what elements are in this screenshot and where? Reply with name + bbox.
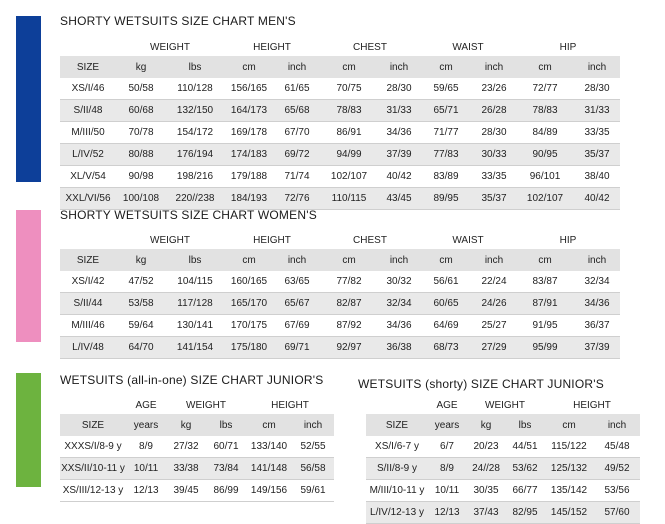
measurement-cell: 40/42: [574, 188, 620, 210]
unit-header: cm: [320, 249, 378, 271]
measurement-cell: 83/87: [516, 271, 574, 293]
measurement-cell: 33/38: [166, 458, 206, 480]
measurement-cell: 33/35: [574, 122, 620, 144]
measurement-cell: 135/142: [544, 480, 594, 502]
measurement-cell: 72/76: [274, 188, 320, 210]
table-row: [60, 315, 620, 337]
measurement-cell: 10/11: [428, 480, 466, 502]
units-header-row: [366, 414, 640, 436]
table-row: [366, 502, 640, 524]
group-header: [60, 231, 116, 249]
measurement-cell: 69/72: [274, 144, 320, 166]
measurement-cell: 30/32: [378, 271, 420, 293]
measurement-cell: 30/35: [466, 480, 506, 502]
measurement-cell: 24/26: [472, 293, 516, 315]
measurement-cell: 160/165: [224, 271, 274, 293]
size-label-cell: L/IV/52: [60, 144, 116, 166]
size-label-cell: S/II/48: [60, 100, 116, 122]
measurement-cell: 77/82: [320, 271, 378, 293]
measurement-cell: 35/37: [574, 144, 620, 166]
measurement-cell: 12/13: [428, 502, 466, 524]
unit-header: inch: [378, 249, 420, 271]
size-label-cell: M/III/46: [60, 315, 116, 337]
measurement-cell: 174/183: [224, 144, 274, 166]
measurement-cell: 63/65: [274, 271, 320, 293]
unit-header: inch: [292, 414, 334, 436]
measurement-cell: 87/91: [516, 293, 574, 315]
size-column-header: SIZE: [366, 414, 428, 436]
measurement-cell: 64/70: [116, 337, 166, 359]
table-row: [60, 188, 620, 210]
group-header: CHEST: [353, 234, 387, 246]
measurement-cell: 156/165: [224, 78, 274, 100]
unit-header: inch: [472, 56, 516, 78]
measurement-cell: 24//28: [466, 458, 506, 480]
size-label-cell: S/II/44: [60, 293, 116, 315]
table-row: [366, 436, 640, 458]
measurement-cell: 50/58: [116, 78, 166, 100]
unit-header: lbs: [206, 414, 246, 436]
womens-group-header-row: [60, 231, 620, 249]
measurement-cell: 37/43: [466, 502, 506, 524]
unit-header: lbs: [506, 414, 544, 436]
group-header: HIP: [559, 41, 577, 53]
group-header: WAIST: [452, 234, 484, 246]
measurement-cell: 84/89: [516, 122, 574, 144]
measurement-cell: 104/115: [166, 271, 224, 293]
measurement-cell: 32/34: [574, 271, 620, 293]
mens-chart-title: SHORTY WETSUITS SIZE CHART MEN'S: [60, 14, 296, 28]
junior-all-in-one-title: WETSUITS (all-in-one) SIZE CHART JUNIOR'S: [60, 373, 324, 387]
group-header: HIP: [559, 234, 577, 246]
unit-header: cm: [544, 414, 594, 436]
group-header: WEIGHT: [485, 399, 525, 411]
group-header: HEIGHT: [271, 399, 309, 411]
unit-header: cm: [246, 414, 292, 436]
measurement-cell: 36/38: [378, 337, 420, 359]
measurement-cell: 132/150: [166, 100, 224, 122]
size-label-cell: L/IV/48: [60, 337, 116, 359]
measurement-cell: 78/83: [320, 100, 378, 122]
measurement-cell: 8/9: [126, 436, 166, 458]
measurement-cell: 83/89: [420, 166, 472, 188]
measurement-cell: 59/64: [116, 315, 166, 337]
unit-header: cm: [420, 56, 472, 78]
measurement-cell: 27/32: [166, 436, 206, 458]
measurement-cell: 94/99: [320, 144, 378, 166]
unit-header: inch: [574, 249, 620, 271]
measurement-cell: 32/34: [378, 293, 420, 315]
unit-header: cm: [420, 249, 472, 271]
unit-header: inch: [378, 56, 420, 78]
measurement-cell: 198/216: [166, 166, 224, 188]
measurement-cell: 179/188: [224, 166, 274, 188]
unit-header: years: [428, 414, 466, 436]
measurement-cell: 141/148: [246, 458, 292, 480]
measurement-cell: 117/128: [166, 293, 224, 315]
table-row: [366, 480, 640, 502]
measurement-cell: 67/69: [274, 315, 320, 337]
measurement-cell: 82/87: [320, 293, 378, 315]
measurement-cell: 60/71: [206, 436, 246, 458]
measurement-cell: 52/55: [292, 436, 334, 458]
measurement-cell: 130/141: [166, 315, 224, 337]
unit-header: kg: [116, 249, 166, 271]
group-header: HEIGHT: [573, 399, 611, 411]
mens-group-header-row: [60, 38, 620, 56]
size-label-cell: L/IV/12-13 y: [366, 502, 428, 524]
measurement-cell: 31/33: [378, 100, 420, 122]
group-header: [60, 38, 116, 56]
size-label-cell: M/III/10-11 y: [366, 480, 428, 502]
measurement-cell: 59/61: [292, 480, 334, 502]
size-column-header: SIZE: [60, 249, 116, 271]
unit-header: inch: [472, 249, 516, 271]
measurement-cell: 65/67: [274, 293, 320, 315]
measurement-cell: 176/194: [166, 144, 224, 166]
measurement-cell: 125/132: [544, 458, 594, 480]
size-label-cell: XL/V/54: [60, 166, 116, 188]
measurement-cell: 53/56: [594, 480, 640, 502]
measurement-cell: 30/33: [472, 144, 516, 166]
measurement-cell: 37/39: [574, 337, 620, 359]
unit-header: kg: [166, 414, 206, 436]
unit-header: inch: [594, 414, 640, 436]
unit-header: cm: [224, 249, 274, 271]
measurement-cell: 71/77: [420, 122, 472, 144]
measurement-cell: 141/154: [166, 337, 224, 359]
unit-header: cm: [516, 56, 574, 78]
units-header-row: [60, 56, 620, 78]
measurement-cell: 8/9: [428, 458, 466, 480]
measurement-cell: 73/84: [206, 458, 246, 480]
junior-shorty-title: WETSUITS (shorty) SIZE CHART JUNIOR'S: [358, 377, 604, 391]
measurement-cell: 220//238: [166, 188, 224, 210]
size-column-header: SIZE: [60, 414, 126, 436]
measurement-cell: 69/71: [274, 337, 320, 359]
measurement-cell: 89/95: [420, 188, 472, 210]
measurement-cell: 170/175: [224, 315, 274, 337]
measurement-cell: 100/108: [116, 188, 166, 210]
measurement-cell: 65/71: [420, 100, 472, 122]
table-row: [60, 337, 620, 359]
measurement-cell: 149/156: [246, 480, 292, 502]
measurement-cell: 59/65: [420, 78, 472, 100]
table-row: [60, 293, 620, 315]
size-label-cell: XXS/II/10-11 y: [60, 458, 126, 480]
measurement-cell: 68/73: [420, 337, 472, 359]
table-row: [60, 166, 620, 188]
size-label-cell: S/II/8-9 y: [366, 458, 428, 480]
units-header-row: [60, 414, 334, 436]
table-row: [60, 100, 620, 122]
measurement-cell: 70/75: [320, 78, 378, 100]
table-row: [366, 458, 640, 480]
measurement-cell: 57/60: [594, 502, 640, 524]
unit-header: lbs: [166, 249, 224, 271]
group-header: WEIGHT: [150, 234, 190, 246]
junior-all-in-one-table: [60, 396, 334, 502]
measurement-cell: 110/128: [166, 78, 224, 100]
unit-header: years: [126, 414, 166, 436]
measurement-cell: 64/69: [420, 315, 472, 337]
table-row: [60, 436, 334, 458]
mens-size-table: [60, 38, 620, 210]
size-column-header: SIZE: [60, 56, 116, 78]
measurement-cell: 72/77: [516, 78, 574, 100]
womens-size-table: [60, 231, 620, 359]
measurement-cell: 90/95: [516, 144, 574, 166]
junior-all-group-header-row: [60, 396, 334, 414]
measurement-cell: 34/36: [574, 293, 620, 315]
measurement-cell: 70/78: [116, 122, 166, 144]
table-row: [60, 78, 620, 100]
group-header: WEIGHT: [186, 399, 226, 411]
measurement-cell: 20/23: [466, 436, 506, 458]
measurement-cell: 154/172: [166, 122, 224, 144]
junior-color-bar: [16, 373, 41, 487]
group-header: [60, 396, 126, 414]
measurement-cell: 37/39: [378, 144, 420, 166]
measurement-cell: 66/77: [506, 480, 544, 502]
measurement-cell: 28/30: [378, 78, 420, 100]
measurement-cell: 102/107: [516, 188, 574, 210]
measurement-cell: 47/52: [116, 271, 166, 293]
unit-header: inch: [274, 249, 320, 271]
size-label-cell: XXL/VI/56: [60, 188, 116, 210]
measurement-cell: 56/58: [292, 458, 334, 480]
size-label-cell: M/III/50: [60, 122, 116, 144]
unit-header: cm: [224, 56, 274, 78]
measurement-cell: 80/88: [116, 144, 166, 166]
measurement-cell: 45/48: [594, 436, 640, 458]
measurement-cell: 60/68: [116, 100, 166, 122]
measurement-cell: 82/95: [506, 502, 544, 524]
measurement-cell: 44/51: [506, 436, 544, 458]
unit-header: kg: [466, 414, 506, 436]
size-label-cell: XS/I/6-7 y: [366, 436, 428, 458]
group-header: WEIGHT: [150, 41, 190, 53]
measurement-cell: 102/107: [320, 166, 378, 188]
measurement-cell: 67/70: [274, 122, 320, 144]
womens-chart-title: SHORTY WETSUITS SIZE CHART WOMEN'S: [60, 208, 317, 222]
measurement-cell: 6/7: [428, 436, 466, 458]
mens-color-bar: [16, 16, 41, 182]
measurement-cell: 71/74: [274, 166, 320, 188]
measurement-cell: 12/13: [126, 480, 166, 502]
measurement-cell: 31/33: [574, 100, 620, 122]
junior-shorty-table: [366, 396, 640, 524]
measurement-cell: 61/65: [274, 78, 320, 100]
measurement-cell: 65/68: [274, 100, 320, 122]
measurement-cell: 164/173: [224, 100, 274, 122]
size-label-cell: XS/I/42: [60, 271, 116, 293]
measurement-cell: 78/83: [516, 100, 574, 122]
group-header: CHEST: [353, 41, 387, 53]
measurement-cell: 86/99: [206, 480, 246, 502]
unit-header: lbs: [166, 56, 224, 78]
unit-header: cm: [516, 249, 574, 271]
measurement-cell: 165/170: [224, 293, 274, 315]
measurement-cell: 145/152: [544, 502, 594, 524]
measurement-cell: 90/98: [116, 166, 166, 188]
size-label-cell: XS/III/12-13 y: [60, 480, 126, 502]
measurement-cell: 56/61: [420, 271, 472, 293]
unit-header: cm: [320, 56, 378, 78]
measurement-cell: 43/45: [378, 188, 420, 210]
table-row: [60, 480, 334, 502]
units-header-row: [60, 249, 620, 271]
junior-shorty-group-header-row: [366, 396, 640, 414]
measurement-cell: 91/95: [516, 315, 574, 337]
measurement-cell: 23/26: [472, 78, 516, 100]
group-header: HEIGHT: [253, 234, 291, 246]
womens-color-bar: [16, 210, 41, 342]
measurement-cell: 22/24: [472, 271, 516, 293]
measurement-cell: 92/97: [320, 337, 378, 359]
table-row: [60, 271, 620, 293]
measurement-cell: 34/36: [378, 122, 420, 144]
measurement-cell: 26/28: [472, 100, 516, 122]
table-row: [60, 144, 620, 166]
size-label-cell: XXXS/I/8-9 y: [60, 436, 126, 458]
measurement-cell: 39/45: [166, 480, 206, 502]
measurement-cell: 38/40: [574, 166, 620, 188]
group-header: HEIGHT: [253, 41, 291, 53]
table-row: [60, 458, 334, 480]
measurement-cell: 27/29: [472, 337, 516, 359]
measurement-cell: 110/115: [320, 188, 378, 210]
unit-header: inch: [274, 56, 320, 78]
measurement-cell: 184/193: [224, 188, 274, 210]
measurement-cell: 133/140: [246, 436, 292, 458]
group-header: WAIST: [452, 41, 484, 53]
measurement-cell: 115/122: [544, 436, 594, 458]
size-label-cell: XS/I/46: [60, 78, 116, 100]
measurement-cell: 77/83: [420, 144, 472, 166]
group-header: AGE: [135, 399, 157, 411]
measurement-cell: 60/65: [420, 293, 472, 315]
measurement-cell: 40/42: [378, 166, 420, 188]
measurement-cell: 34/36: [378, 315, 420, 337]
unit-header: inch: [574, 56, 620, 78]
measurement-cell: 175/180: [224, 337, 274, 359]
measurement-cell: 10/11: [126, 458, 166, 480]
group-header: [366, 396, 428, 414]
measurement-cell: 87/92: [320, 315, 378, 337]
measurement-cell: 95/99: [516, 337, 574, 359]
measurement-cell: 28/30: [574, 78, 620, 100]
measurement-cell: 86/91: [320, 122, 378, 144]
measurement-cell: 25/27: [472, 315, 516, 337]
measurement-cell: 169/178: [224, 122, 274, 144]
group-header: AGE: [436, 399, 458, 411]
table-row: [60, 122, 620, 144]
measurement-cell: 53/58: [116, 293, 166, 315]
measurement-cell: 28/30: [472, 122, 516, 144]
measurement-cell: 36/37: [574, 315, 620, 337]
measurement-cell: 53/62: [506, 458, 544, 480]
measurement-cell: 49/52: [594, 458, 640, 480]
measurement-cell: 33/35: [472, 166, 516, 188]
measurement-cell: 96/101: [516, 166, 574, 188]
unit-header: kg: [116, 56, 166, 78]
measurement-cell: 35/37: [472, 188, 516, 210]
